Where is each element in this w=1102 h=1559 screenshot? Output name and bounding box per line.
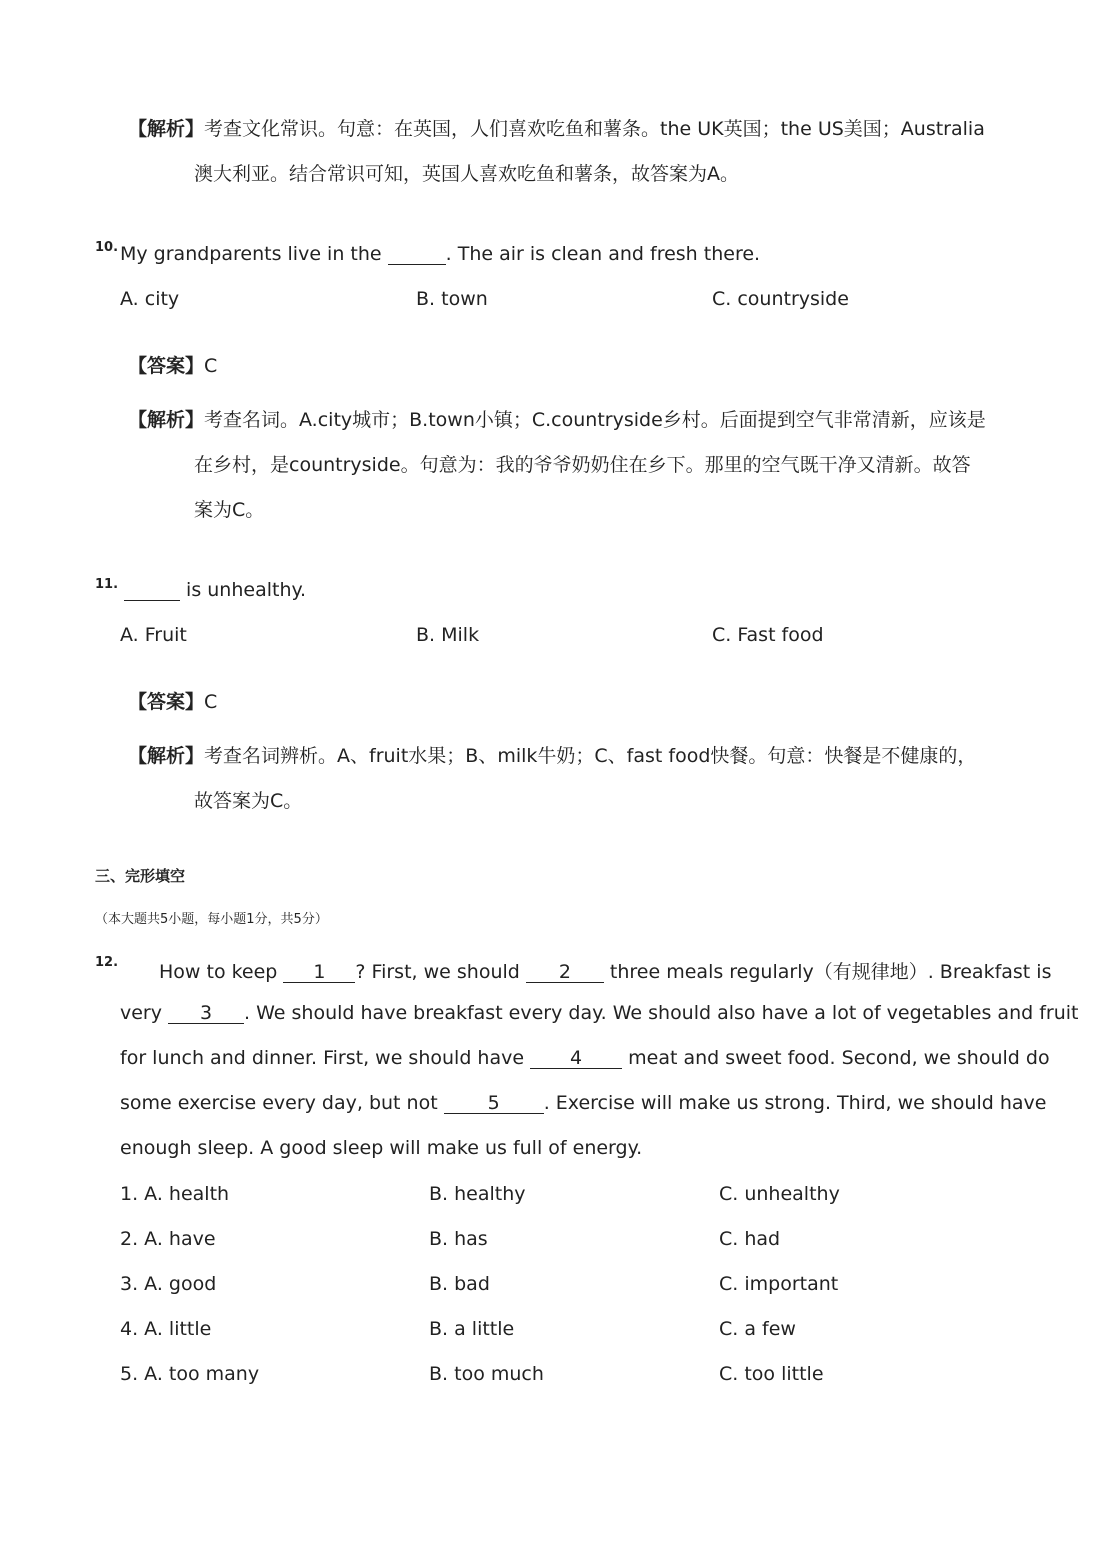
option-5c: C. too little (719, 1363, 824, 1385)
passage-text: very (120, 1002, 162, 1024)
cloze-blank-5: 5 (444, 1093, 544, 1114)
option-b: B. Milk (416, 624, 480, 646)
analysis-label: 【解析】 (128, 118, 205, 140)
stem-text: is unhealthy. (180, 579, 307, 601)
passage-text: meat and sweet food. Second, we should do (628, 1047, 1050, 1069)
option-4a: 4. A. little (120, 1318, 212, 1340)
answer-label: 【答案】 (128, 691, 205, 713)
q10-answer (128, 351, 217, 378)
cloze-blank-4: 4 (530, 1048, 622, 1069)
passage-text: . We should have breakfast every day. We should also have a lot of vegetables and fruit (244, 1002, 1079, 1024)
option-3a: 3. A. good (120, 1273, 217, 1295)
option-5b: B. too much (429, 1363, 544, 1385)
q11-analysis (128, 741, 976, 768)
stem-text: My grandparents live in the (120, 243, 382, 265)
option-2c: C. had (719, 1228, 781, 1250)
question-number: 10. (95, 240, 119, 255)
passage-line (159, 957, 1051, 984)
q11-stem (124, 579, 306, 601)
option-1a: 1. A. health (120, 1183, 230, 1205)
q10-analysis-cont: 案为C。 (194, 499, 265, 521)
stem-text: . The air is clean and fresh there. (445, 243, 761, 265)
answer-blank (388, 244, 446, 265)
question-number: 12. (95, 955, 119, 970)
analysis-text: 考查名词。A.city城市；B.town小镇；C.countryside乡村。后面提到空气非常清新，应该是 (204, 409, 986, 431)
option-1c: C. unhealthy (719, 1183, 840, 1205)
cloze-blank-2: 2 (526, 962, 604, 983)
passage-text: for lunch and dinner. First, we should have (120, 1047, 525, 1069)
option-c: C. Fast food (712, 624, 824, 646)
passage-text: How to keep (159, 961, 278, 983)
answer-label: 【答案】 (128, 355, 205, 377)
passage-text: some exercise every day, but not (120, 1092, 438, 1114)
option-3c: C. important (719, 1273, 839, 1295)
option-3b: B. bad (429, 1273, 490, 1295)
option-2b: B. has (429, 1228, 488, 1250)
section-title: 三、完形填空 (95, 867, 186, 885)
answer-value: C (204, 355, 218, 377)
q9-analysis-cont: 澳大利亚。结合常识可知，英国人喜欢吃鱼和薯条，故答案为A。 (194, 163, 739, 185)
passage-text: three meals regularly（有规律地）. Breakfast is (609, 961, 1052, 983)
answer-blank (124, 580, 180, 601)
option-5a: 5. A. too many (120, 1363, 260, 1385)
option-1b: B. healthy (429, 1183, 526, 1205)
analysis-label: 【解析】 (128, 745, 205, 767)
q11-answer (128, 687, 217, 714)
analysis-text: 考查文化常识。句意：在英国，人们喜欢吃鱼和薯条。the UK英国；the US美国；Australia (204, 118, 985, 140)
passage-text: . Exercise will make us strong. Third, we should have (543, 1092, 1047, 1114)
option-4c: C. a few (719, 1318, 796, 1340)
analysis-label: 【解析】 (128, 409, 205, 431)
question-number: 11. (95, 577, 119, 592)
q11-analysis-cont: 故答案为C。 (194, 790, 303, 812)
option-b: B. town (416, 288, 488, 310)
section-note: （本大题共5小题，每小题1分，共5分） (95, 912, 328, 927)
cloze-blank-3: 3 (168, 1003, 244, 1024)
analysis-text: 考查名词辨析。A、fruit水果；B、milk牛奶；C、fast food快餐。句意：快餐是不健康的， (204, 745, 977, 767)
option-4b: B. a little (429, 1318, 515, 1340)
option-c: C. countryside (712, 288, 849, 310)
passage-line (120, 1047, 1050, 1069)
option-a: A. Fruit (120, 624, 187, 646)
cloze-blank-1: 1 (283, 962, 355, 983)
passage-line (120, 1092, 1046, 1114)
passage-line: enough sleep. A good sleep will make us full of energy. (120, 1137, 643, 1159)
q10-stem (120, 243, 760, 265)
option-a: A. city (120, 288, 180, 310)
answer-value: C (204, 691, 218, 713)
q9-analysis (128, 114, 985, 141)
q10-analysis (128, 405, 986, 432)
option-2a: 2. A. have (120, 1228, 216, 1250)
passage-line (120, 1002, 1078, 1024)
q10-analysis-cont: 在乡村，是countryside。句意为：我的爷爷奶奶住在乡下。那里的空气既干净又清新。故答 (194, 454, 971, 476)
passage-text: ? First, we should (355, 961, 520, 983)
